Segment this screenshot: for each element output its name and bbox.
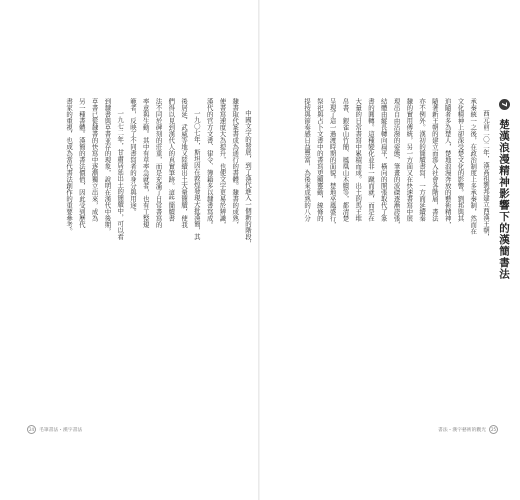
body-line: 漢代的官方文書、律令、簿籍多以隸書寫成。 [205, 98, 214, 228]
body-line: 隨著新王朝的建立而滲入社會各階層，書法 [430, 98, 439, 222]
running-head-title: 毛筆書法・漢字書法 [39, 428, 83, 433]
body-line: 結體由縱長轉向扁平，橫向的開張取代了篆 [379, 98, 388, 222]
page-number: 25 [490, 427, 497, 432]
left-running-head [27, 425, 82, 434]
body-line: 範者，反映了不同書寫者的身分與用途。 [128, 98, 137, 215]
body-line: 祭祀與占卜文書中的書寫更顯靈動，線條的 [315, 98, 324, 222]
body-line: 一九七二年，甘肅居延出土的簡牘中，可以看 [116, 110, 125, 240]
body-line: 們得以見到漢代人的真實筆跡。這些簡牘書 [167, 98, 176, 222]
body-line: 西元前二〇二年，漢高祖劉邦建立西漢王朝， [482, 110, 490, 240]
body-line: 到隸書與草書並存的現象，說明在漢代中後期， [103, 98, 112, 235]
body-line: 承秦統一之後，在政治制度上多承秦制，然而在 [469, 98, 478, 235]
body-line: 使書寫速度大為提升，也使文字更易於辨識， [218, 98, 227, 228]
chapter-title: 楚漢浪漫精神影響下的漢簡書法 [498, 118, 510, 280]
body-line: 追隨者多為楚人，楚地浪漫奔放的藝術精神， [443, 98, 452, 228]
body-line: 法不同於碑刻的莊重，而是充滿了日常書寫的 [154, 98, 163, 228]
body-line: 提按與節奏感日益豐富，為後來成熟的八分 [303, 98, 312, 222]
body-line: 亦不例外。漢初的簡牘書寫，一方面延續秦 [418, 98, 427, 222]
body-line: 率意與生動。其中有草率急就者，也有工整規 [141, 98, 150, 228]
right-running-head [438, 425, 498, 434]
body-line: 中國文字的發展，到了漢代進入一個新的階段， [244, 110, 252, 247]
body-line: 書家的重視，也成為當代書法創作的重要參考。 [65, 98, 74, 235]
body-line: 呈現了這一過渡時期的面貌。楚地巫風盛行， [328, 98, 337, 228]
right-page [260, 0, 520, 500]
body-line: 書的圓轉。這種變化並非一蹴而就，而是在 [366, 98, 375, 222]
body-line: 後居延、武威等地又陸續出土大量簡牘，使我 [180, 98, 189, 228]
right-page-body [301, 98, 490, 338]
body-line: 帛書、銀雀山竹簡、鳳凰山木牘等，都清楚 [341, 98, 350, 222]
body-line: 現出自由活潑的姿態，筆畫的波磔逐漸誇張， [392, 98, 401, 228]
body-line: 另一種書體。漢簡的書法價值，因此受到歷代 [77, 98, 86, 228]
chapter-heading [497, 99, 512, 280]
body-line: 隸的實用傳統，另一方面又在快速書寫中展 [405, 98, 414, 222]
left-page-body [63, 98, 252, 338]
body-line: 隸書取代篆書成為通行的書體。隸書的成熟， [231, 98, 240, 228]
body-line: 大量的日常書寫中累積而成。出土的馬王堆 [354, 98, 363, 222]
body-line: 一九〇七年，斯坦因在敦煌發現大批漢簡，其 [192, 110, 201, 240]
body-line: 草書已從隸書的快寫中逐漸獨立出來，成為 [90, 98, 99, 222]
running-head-title: 書法・漢字藝術的觀光 [438, 428, 486, 433]
page-number: 24 [28, 427, 35, 432]
body-line: 文化精神上卻深受楚文化的影響。劉邦與其 [456, 98, 465, 222]
chapter-number-badge: 7 [499, 99, 510, 110]
